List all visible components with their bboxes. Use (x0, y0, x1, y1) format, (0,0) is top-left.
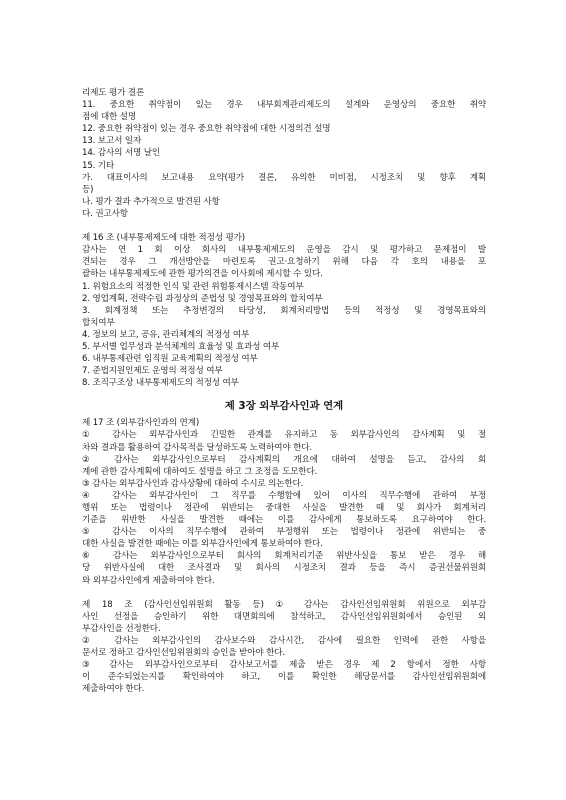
text-line: 와 외부감사인에게 제출하여야 한다. (82, 575, 215, 586)
text-line: 다. 권고사항 (82, 208, 128, 219)
text-line: 13. 보고서 일자 (82, 136, 142, 147)
text-line: 리제도 평가 결론 (82, 88, 145, 98)
text-line: 사인 선정을 승인하기 위한 대면회의에 참석하고, 감사인선임위원회에서 승인된 외 (82, 611, 486, 622)
text-line: 가. 대표이사의 보고내용 요약(평가 결론, 유의한 미비점, 시정조치 및 향후 계획 (82, 172, 486, 183)
text-line: 12. 중요한 취약점이 있는 경우 중요한 취약점에 대한 시정의견 설명 (82, 124, 331, 135)
text-line: ④ 감사는 외부감사인이 그 직무를 수행함에 있어 이사의 직무수행에 관하여 부정 (82, 490, 486, 501)
text-line: 1. 위험요소의 적정한 인식 및 관련 위험통제시스템 작동여부 (82, 281, 304, 292)
text-line: 문서로 정하고 감사인선임위원회의 승인을 받아야 한다. (82, 648, 285, 659)
chapter-title: 제 3장 외부감사인과 연계 (224, 400, 344, 413)
text-line: ⑥ 감사는 외부감사인으로부터 회사의 회계처리기준 위반사실을 통보 받은 경우 해 (82, 551, 486, 562)
text-line: 이 준수되었는지를 확인하여야 하고, 이를 확인한 해당문서를 감사인선임위원회에 (82, 672, 486, 683)
text-line: ② 감사는 외부감사인의 감사보수와 감사시간, 감사에 필요한 인력에 관한 사항을 (82, 636, 486, 647)
text-line: 7. 준법지원인제도 운영의 적정성 여부 (82, 366, 223, 377)
text-line: 8. 조직구조상 내부통제제도의 적정성 여부 (82, 378, 239, 389)
paragraph-gap (82, 587, 486, 599)
text-line: 대한 사실을 발견한 때에는 이를 외부감사인에게 통보하여야 한다. (82, 539, 323, 550)
paragraph-gap (82, 220, 486, 232)
text-line: 2. 영업계획, 전략수립 과정상의 준법성 및 경영목표와의 합치여부 (82, 293, 323, 304)
text-line: 제 17 조 (외부감사인과의 연계) (82, 418, 200, 429)
text-line: 행위 또는 법령이나 정관에 위반되는 중대한 사실을 발견한 때 및 회사가 회계처리 (82, 503, 486, 513)
document-page (82, 87, 486, 696)
text-line: 계에 관한 감사계획에 대하여도 설명을 하고 그 조정을 도모한다. (82, 466, 318, 477)
text-line: 견되는 경우 그 개선방안을 마련토록 권고·요청하기 위해 다음 각 호의 내용을 포 (82, 257, 486, 268)
text-line: 제출하여야 한다. (82, 684, 145, 695)
text-line: 점에 대한 설명 (82, 112, 137, 123)
text-line: 5. 부서별 업무성과 분석체계의 효율성 및 효과성 여부 (82, 341, 280, 352)
text-line: ② 감사는 외부감사인으로부터 감사계획의 개요에 대하여 설명을 듣고, 감사의 회 (82, 454, 486, 465)
text-line: 차와 결과를 활용하여 감사목적을 달성하도록 노력하여야 한다. (82, 442, 313, 453)
text-line: 부감사인을 선정한다. (82, 623, 161, 634)
text-line: ⑤ 감사는 이사의 직무수행에 관하여 부정행위 또는 법령이나 정관에 위반되는 중 (82, 527, 486, 538)
text-line: 제 16 조 (내부통제제도에 대한 적정성 평가) (82, 233, 245, 244)
article-17 (82, 417, 486, 586)
text-line: 3. 회계정책 또는 추정변경의 타당성, 회계처리방법 등의 적정성 및 경영목표와의 (82, 305, 486, 316)
text-line: 6. 내부통제관련 임직원 교육계획의 적정성 여부 (82, 354, 258, 365)
text-line: 감사는 연 1 회 이상 회사의 내부통제제도의 운영을 감시 및 평가하고 문제점이 발 (82, 245, 486, 256)
text-line: 나. 평가 결과 추가적으로 발견된 사항 (82, 196, 220, 207)
text-line: 4. 정보의 보고, 공유, 관리체계의 적정성 여부 (82, 329, 250, 340)
evaluation-report-items (82, 87, 486, 220)
text-line: 등) (82, 184, 94, 195)
text-line: ③ 감사는 외부감사인으로부터 감사보고서를 제출 받은 경우 제 2 항에서 정한 사항 (82, 660, 486, 671)
text-line: 괄하는 내부통제제도에 관한 평가의견을 이사회에 제시할 수 있다. (82, 269, 323, 280)
text-line: 11. 중요한 취약점이 있는 경우 내부회계관리제도의 설계와 운영상의 중요한 취약 (82, 100, 486, 111)
text-line: ③ 감사는 외부감사인과 감사상황에 대하여 수시로 의논한다. (82, 478, 304, 489)
text-line: 14. 감사의 서명 날인 (82, 148, 161, 159)
text-line: 15. 기타 (82, 160, 115, 171)
text-line: 당 위반사실에 대한 조사결과 및 회사의 시정조치 결과 등을 즉시 증권선물위원회 (82, 563, 486, 574)
article-16 (82, 232, 486, 389)
text-line: 제 18 조 (감사인선임위원회 활동 등) ① 감사는 감사인선임위원회 위원으로 외부감 (82, 599, 486, 610)
text-line: ① 감사는 외부감사인과 긴밀한 관계를 유지하고 동 외부감사인의 감사계획 및 절 (82, 430, 486, 441)
text-line: 기준을 위반한 사실을 발견한 때에는 이를 감사에게 통보하도록 요구하여야 한다. (82, 515, 486, 526)
article-18 (82, 599, 486, 696)
text-line: 합치여부 (82, 317, 115, 328)
